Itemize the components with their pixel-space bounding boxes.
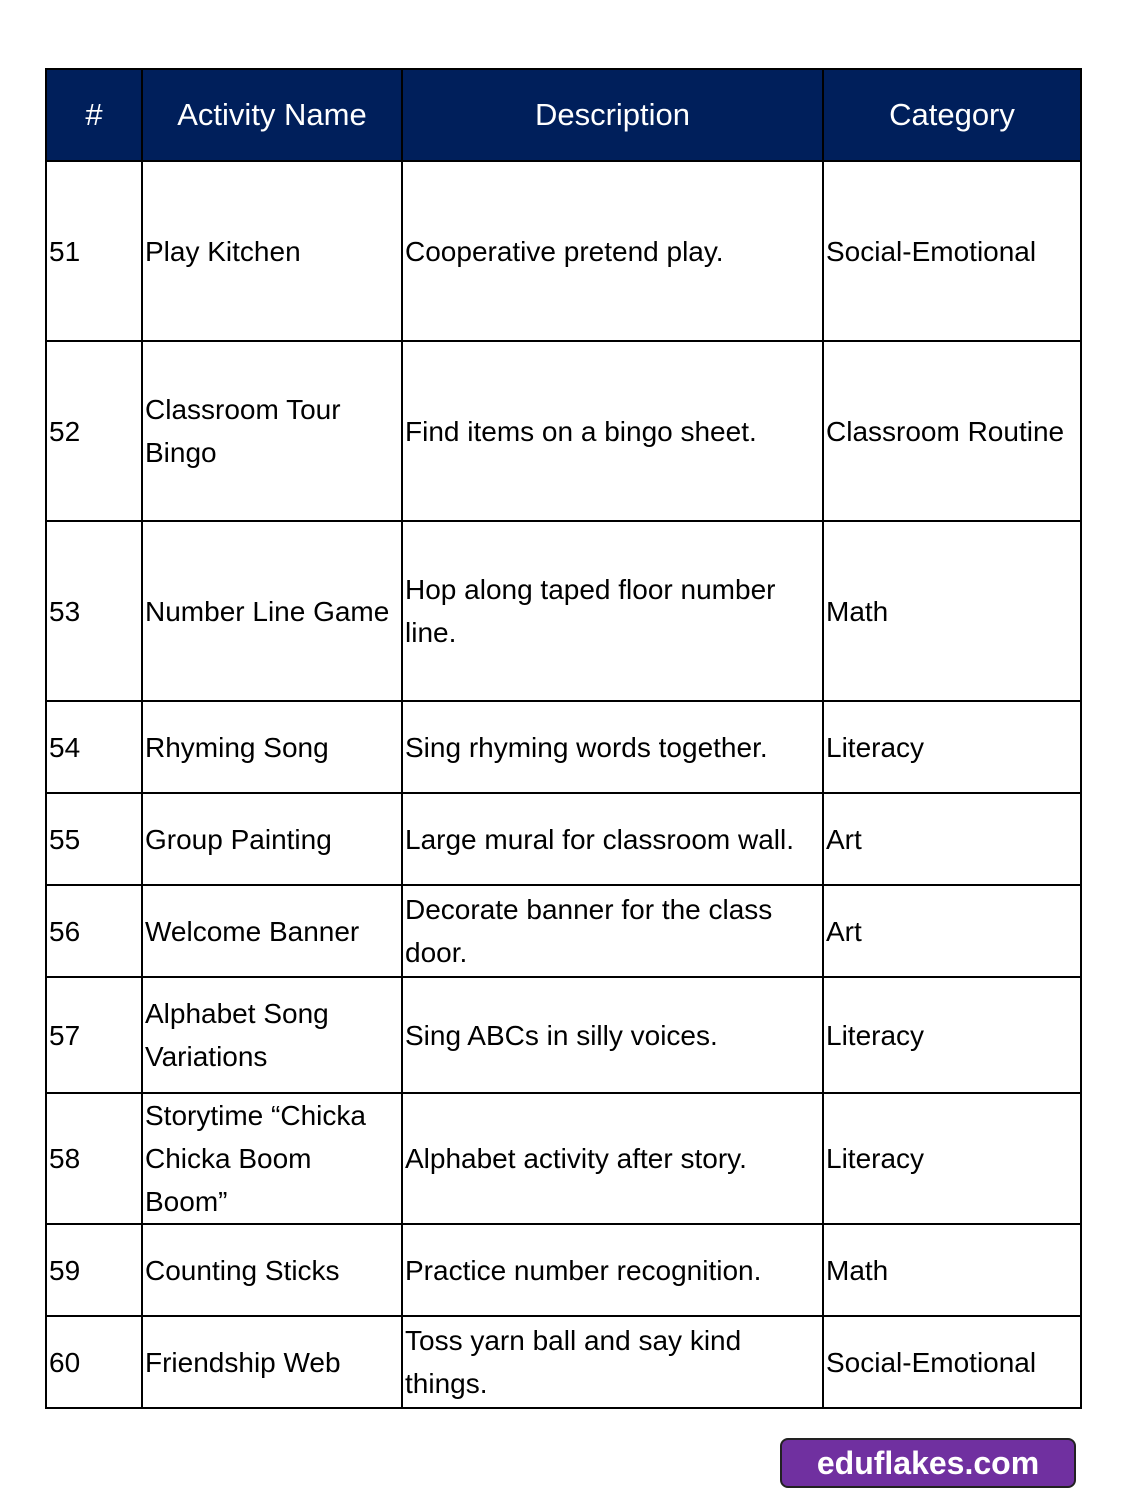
cell-number: 59 (46, 1224, 142, 1316)
table-row (46, 885, 1081, 977)
cell-description: Hop along taped floor number line. (402, 521, 823, 701)
cell-category: Social-Emotional (823, 161, 1081, 341)
cell-category: Art (823, 793, 1081, 885)
cell-name: Group Painting (142, 793, 402, 885)
cell-number: 57 (46, 977, 142, 1093)
table-row (46, 1224, 1081, 1316)
cell-category: Literacy (823, 1093, 1081, 1224)
cell-description: Practice number recognition. (402, 1224, 823, 1316)
cell-number: 53 (46, 521, 142, 701)
table-row (46, 1316, 1081, 1408)
cell-description: Toss yarn ball and say kind things. (402, 1316, 823, 1408)
cell-number: 52 (46, 341, 142, 521)
cell-category: Classroom Routine (823, 341, 1081, 521)
cell-number: 51 (46, 161, 142, 341)
cell-number: 60 (46, 1316, 142, 1408)
cell-description: Sing rhyming words together. (402, 701, 823, 793)
table-row (46, 521, 1081, 701)
header-category: Category (823, 69, 1081, 161)
cell-name: Friendship Web (142, 1316, 402, 1408)
cell-name: Storytime “Chicka Chicka Boom Boom” (142, 1093, 402, 1224)
cell-number: 56 (46, 885, 142, 977)
header-row (46, 69, 1081, 161)
header-number: # (46, 69, 142, 161)
table-row (46, 793, 1081, 885)
table-row (46, 341, 1081, 521)
table-row (46, 701, 1081, 793)
cell-description: Find items on a bingo sheet. (402, 341, 823, 521)
cell-category: Math (823, 1224, 1081, 1316)
cell-category: Literacy (823, 977, 1081, 1093)
cell-description: Alphabet activity after story. (402, 1093, 823, 1224)
header-description: Description (402, 69, 823, 161)
cell-category: Literacy (823, 701, 1081, 793)
table-row (46, 1093, 1081, 1224)
cell-name: Number Line Game (142, 521, 402, 701)
cell-name: Counting Sticks (142, 1224, 402, 1316)
cell-name: Play Kitchen (142, 161, 402, 341)
cell-category: Math (823, 521, 1081, 701)
cell-description: Sing ABCs in silly voices. (402, 977, 823, 1093)
table-row (46, 977, 1081, 1093)
cell-name: Classroom Tour Bingo (142, 341, 402, 521)
cell-name: Alphabet Song Variations (142, 977, 402, 1093)
cell-category: Art (823, 885, 1081, 977)
cell-description: Decorate banner for the class door. (402, 885, 823, 977)
cell-description: Large mural for classroom wall. (402, 793, 823, 885)
cell-description: Cooperative pretend play. (402, 161, 823, 341)
cell-category: Social-Emotional (823, 1316, 1081, 1408)
cell-name: Welcome Banner (142, 885, 402, 977)
cell-number: 58 (46, 1093, 142, 1224)
cell-number: 54 (46, 701, 142, 793)
header-activity-name: Activity Name (142, 69, 402, 161)
cell-number: 55 (46, 793, 142, 885)
activities-table (45, 68, 1082, 1409)
cell-name: Rhyming Song (142, 701, 402, 793)
table-row (46, 161, 1081, 341)
brand-badge: eduflakes.com (780, 1438, 1076, 1488)
